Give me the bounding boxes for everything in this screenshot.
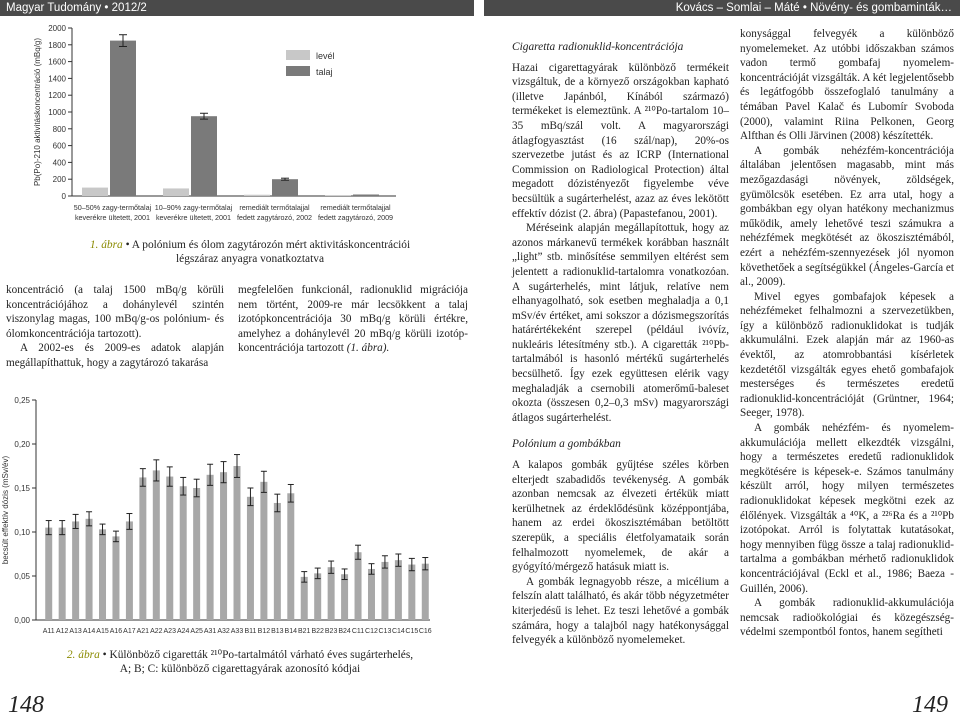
- legend-label-levél: levél: [316, 51, 335, 61]
- bar: [193, 488, 200, 620]
- x-tick-label: C15: [405, 628, 419, 635]
- bar: [260, 482, 267, 620]
- right-column-2: [740, 27, 954, 640]
- x-tick-label: remediált termőtalajjal: [239, 203, 310, 212]
- y-tick-label: 2000: [48, 24, 66, 33]
- x-tick-label: keverékre ültetett, 2001: [74, 213, 151, 222]
- figure-1-bar-chart: [0, 18, 474, 238]
- y-tick-label: 800: [52, 124, 66, 134]
- bar: [341, 574, 348, 620]
- y-tick-label: 1600: [48, 57, 66, 67]
- x-tick-label: B22: [311, 628, 324, 635]
- bar: [207, 475, 214, 620]
- figure-2-label: 2. ábra: [66, 649, 100, 661]
- y-tick-label: 1000: [48, 108, 66, 117]
- running-header-right: Kovács – Somlai – Máté • Növény- és gombaminták…: [484, 0, 960, 16]
- left-column-2: [238, 283, 468, 356]
- figure-2-bar-chart: [0, 388, 474, 650]
- bar-talaj: [353, 194, 379, 196]
- bar: [274, 503, 281, 620]
- bar: [287, 493, 294, 620]
- x-tick-label: C13: [378, 628, 392, 635]
- x-tick-label: C11: [351, 628, 365, 635]
- bar: [166, 477, 173, 620]
- bar: [381, 562, 388, 620]
- bar: [112, 536, 119, 620]
- x-tick-label: fedett zagytározó, 2002: [236, 213, 313, 222]
- x-tick-label: C12: [365, 628, 378, 635]
- right-col1-para4: A gombák legnagyobb része, a micélium a felszín alatt található, és akár több négyzetméter kiterjedésű is lehet. Ez teszi lehetővé a gombák számára, hogy a talajból nagy hatékonysággal felvegyék a különböző nyomelemeket.: [512, 575, 729, 647]
- bar: [126, 521, 133, 620]
- y-tick-label: 0,20: [14, 440, 30, 449]
- y-axis-label: becsült effektív dózis (mSv/év): [1, 455, 10, 565]
- y-tick-label: 0,15: [14, 484, 30, 493]
- x-tick-label: A12: [55, 628, 69, 635]
- x-tick-label: 50–50% zagy-termőtalaj: [73, 203, 152, 212]
- bar: [72, 521, 79, 620]
- legend-swatch-talaj: [286, 66, 310, 76]
- bar: [301, 577, 308, 620]
- y-tick-label: 1200: [48, 91, 66, 101]
- right-column-1: [512, 40, 729, 648]
- bar: [153, 470, 160, 620]
- right-col2-para3: A gombák nehézfém- és nyomelem-akkumulációja mellett elkezdték vizsgálni, hogy a természetes eredetű radionuklidok megkötésére is képesek-e. Számos tanulmány készült arról, hogy milyen természetes radionuklidokat képesek megkötni ezek az élőlények. Vizsgálták a ⁴⁰K, a ²²⁶Ra és a ²¹⁰Pb izotópokat. Arról is folytattak kutatásokat, hogy mennyiben függ össze a talaj radionuklid-tartalma a gombákban mérhető radionuklidok koncentrációjával (Eckl et al., 1986; Baeza - Guillén, 2006).: [740, 422, 954, 595]
- y-tick-label: 1400: [48, 74, 66, 84]
- bar-levél: [325, 195, 351, 196]
- x-tick-label: A25: [190, 628, 203, 635]
- x-tick-label: B24: [338, 628, 351, 635]
- figure-1-caption: [30, 238, 470, 266]
- left-column-1: [6, 283, 224, 371]
- y-tick-label: 0,05: [14, 572, 30, 581]
- x-tick-label: A15: [96, 628, 109, 635]
- bar: [99, 529, 106, 620]
- x-tick-label: 10–90% zagy-termőtalaj: [154, 203, 233, 212]
- figure-2-caption-text: • Különböző cigaretták ²¹⁰Po-tartalmától várható éves sugárterhelés,: [99, 649, 414, 661]
- right-col1-para3: A kalapos gombák gyűjtése széles körben elterjedt szabadidős tevékenység. A gombák azonban nemcsak az élvezeti értékük miatt kerülhetnek az érdeklődésünk középpontjába, hanem az erdei ökoszisztémában betöltött szerepük, a speciális életfolyamataik során felhalmozott nyomelemek, de akár a gyógyító/mérgező hatásuk miatt is.: [512, 459, 729, 574]
- x-tick-label: A33: [230, 628, 244, 635]
- x-tick-label: A17: [123, 628, 136, 635]
- x-tick-label: A24: [176, 628, 190, 635]
- bar: [139, 477, 146, 620]
- left-col1-para1: koncentráció (a talaj 1500 mBq/g körüli koncentrációjához a dohánylevél szintén viszonylag magas, 100 mBq/g-os polónium- és ólomkoncentrációja tartozott).: [6, 284, 224, 340]
- x-tick-label: B23: [324, 628, 338, 635]
- x-tick-label: C14: [391, 628, 405, 635]
- bar-levél: [244, 195, 270, 196]
- bar: [355, 552, 362, 620]
- right-col2-para0: konysággal felvegyék a különböző nyomelemeket. Az utóbbi időszakban számos vadon termő gombafaj nyomelem-koncentrációját vizsgálták. A két legjelentősebb és legátfogóbb összefoglaló tanulmány a témában Pavel Kalač és Lubomír Svoboda (2000), valamint Riina Pelkonen, Georg Alfthan és Olli Järvinen (2008) készítették.: [740, 28, 954, 143]
- x-tick-label: remediált termőtalajjal: [320, 203, 391, 212]
- right-col1-para2: Méréseink alapján megállapítottuk, hogy az azonos márkanevű termékek korábban használt „light” stb. minősítése semmilyen eltérést sem jelentett a radionuklid-tartalomra vonatkozóan. A sugárterhelés, mint látjuk, relatíve nem elhanyagolható, sok esetben meghaladja a 0,1 mSv/év értéket, ami sokszor a dózismegszorítás határértékeként szerepel (például ivóvíz, nukleáris létesítmény stb.). A cigaretták ²¹⁰Pb-tartalmából is hasonló mértékű sugárterhelés becsülhető. Így ezek együttesen elérik vagy meghaladják a csernobili atomerőmű-baleset okozta (összesen 0,2–0,3 mSv) magyarországi átlagos sugárterhelést.: [512, 222, 729, 424]
- x-tick-label: A32: [217, 628, 230, 635]
- bar: [328, 567, 335, 620]
- bar: [247, 497, 254, 620]
- bar: [368, 569, 375, 620]
- x-tick-label: B11: [244, 628, 257, 635]
- y-axis-label: Pb(Po)-210 aktivitáskoncentráció (mBq/g): [33, 37, 42, 187]
- y-tick-label: 0,10: [14, 528, 30, 537]
- x-tick-label: B12: [257, 628, 271, 635]
- x-tick-label: A23: [163, 628, 176, 635]
- y-tick-label: 600: [52, 141, 66, 151]
- legend-swatch-levél: [286, 50, 310, 60]
- legend-label-talaj: talaj: [316, 67, 333, 77]
- section-heading-polonium: Polónium a gombákban: [512, 438, 621, 451]
- left-col1-para2: A 2002-es és 2009-es adatok alapján megállapíthattuk, hogy a zagytározó takarása: [6, 342, 224, 369]
- y-tick-label: 0,25: [14, 396, 30, 405]
- y-tick-label: 0,00: [14, 616, 30, 625]
- x-tick-label: A22: [150, 628, 163, 635]
- y-tick-label: 200: [52, 175, 66, 185]
- left-col2-para1-text: megfelelően funkcionál, radionuklid migrációja nem történt, 2009-re már lecsökkent a talaj izotópkoncentrációja 30 mBq/g körüli értékre, amelyhez a dohánylevél 20 mBq/g körüli izotóp-koncentrációja tartozott: [238, 284, 468, 355]
- figure-2-caption: [10, 648, 470, 676]
- page-number-right: 149: [912, 692, 948, 718]
- right-col2-para4: A gombák radionuklid-akkumulációja nemcsak radioökológiai és közegészség-védelmi szempontból fontos, hanem segítheti: [740, 597, 954, 639]
- bar: [180, 486, 187, 620]
- bar: [220, 472, 227, 620]
- running-header-left: Magyar Tudomány • 2012/2: [0, 0, 474, 16]
- x-tick-label: A11: [42, 628, 55, 635]
- x-tick-label: B13: [271, 628, 284, 635]
- left-col2-figref: (1. ábra).: [346, 342, 390, 355]
- section-heading-cigarette: Cigaretta radionuklid-koncentrációja: [512, 41, 684, 53]
- x-tick-label: A31: [203, 628, 217, 635]
- x-tick-label: B21: [298, 628, 311, 635]
- bar: [86, 519, 93, 620]
- bar: [45, 528, 52, 620]
- bar: [314, 573, 321, 620]
- x-tick-label: fedett zagytározó, 2009: [317, 213, 394, 222]
- x-tick-label: A16: [109, 628, 123, 635]
- x-tick-label: B14: [284, 628, 298, 635]
- bar-levél: [163, 188, 189, 196]
- right-col1-para1: Hazai cigarettagyárak különböző termékeit vizsgáltuk, de a környező országokban kapható (illetve Japánból, Kínából származó) termékeket is elemeztünk. A ²¹⁰Po-tartalom 10–35 mBq/szál volt. A magyarországi átlagfogyasztást (16 szál/nap), 20%-os szervezetbe jutást és az ICRP (International Commission on Radiological Protection) által megadott dózistényezőt figyelembe véve becsültük a sugárterhelést, azaz az éves lekötött effektív dózist (2. ábra) (Papastefanou, 2001).: [512, 61, 729, 220]
- bar: [408, 565, 415, 620]
- bar: [422, 564, 429, 620]
- right-col2-para2: Mivel egyes gombafajok képesek a nehézfémeket felhalmozni a szervezetükben, így a különböző radionuklidokat is tudják akkumulálni. Ezek alapján már az 1960-as évektől, az atomrobbantási kísérletek kezdetétől vizsgálták egyes ehető gombafajok mesterséges és természetes eredetű radionuklid-koncentrációját (Grüntner, 1964; Seeger, 1978).: [740, 290, 954, 420]
- bar-talaj: [272, 179, 298, 196]
- figure-1-caption-text: • A polónium és ólom zagytározón mért aktivitáskoncentrációi: [122, 239, 411, 251]
- figure-2-caption-text-2: A; B; C: különböző cigarettagyárak azonosító kódjai: [119, 663, 361, 675]
- bar: [59, 528, 66, 620]
- bar: [234, 466, 241, 620]
- y-tick-label: 1800: [48, 40, 66, 50]
- left-col2-para1: [238, 283, 468, 356]
- x-tick-label: A14: [82, 628, 96, 635]
- x-tick-label: A21: [136, 628, 150, 635]
- figure-1-caption-text-2: légszáraz anyagra vonatkoztatva: [176, 253, 324, 265]
- y-tick-label: 0: [61, 192, 66, 201]
- x-tick-label: keverékre ültetett, 2001: [155, 213, 232, 222]
- x-tick-label: A13: [69, 628, 82, 635]
- right-col2-para1: A gombák nehézfém-koncentrációja általában jelentősen magasabb, mint más mezőgazdasági növények, zöldségek, gyümölcsök esetében. Ez arra utal, hogy a gombákban egy olyan hatékony mechanizmus működik, amely lehetővé teszi számukra a nehézfémek megkötését az ökoszisztémából, ezért a nehézfém-szennyezések jól nyomon követhetőek a segítségükkel (Ángeles-García et al., 2009).: [740, 144, 954, 289]
- y-tick-label: 400: [52, 158, 66, 168]
- bar-talaj: [191, 116, 217, 196]
- page-number-left: 148: [8, 692, 44, 718]
- x-tick-label: C16: [418, 628, 432, 635]
- figure-1-label: 1. ábra: [89, 239, 123, 251]
- bar: [395, 560, 402, 620]
- bar-levél: [82, 188, 108, 196]
- bar-talaj: [110, 41, 136, 196]
